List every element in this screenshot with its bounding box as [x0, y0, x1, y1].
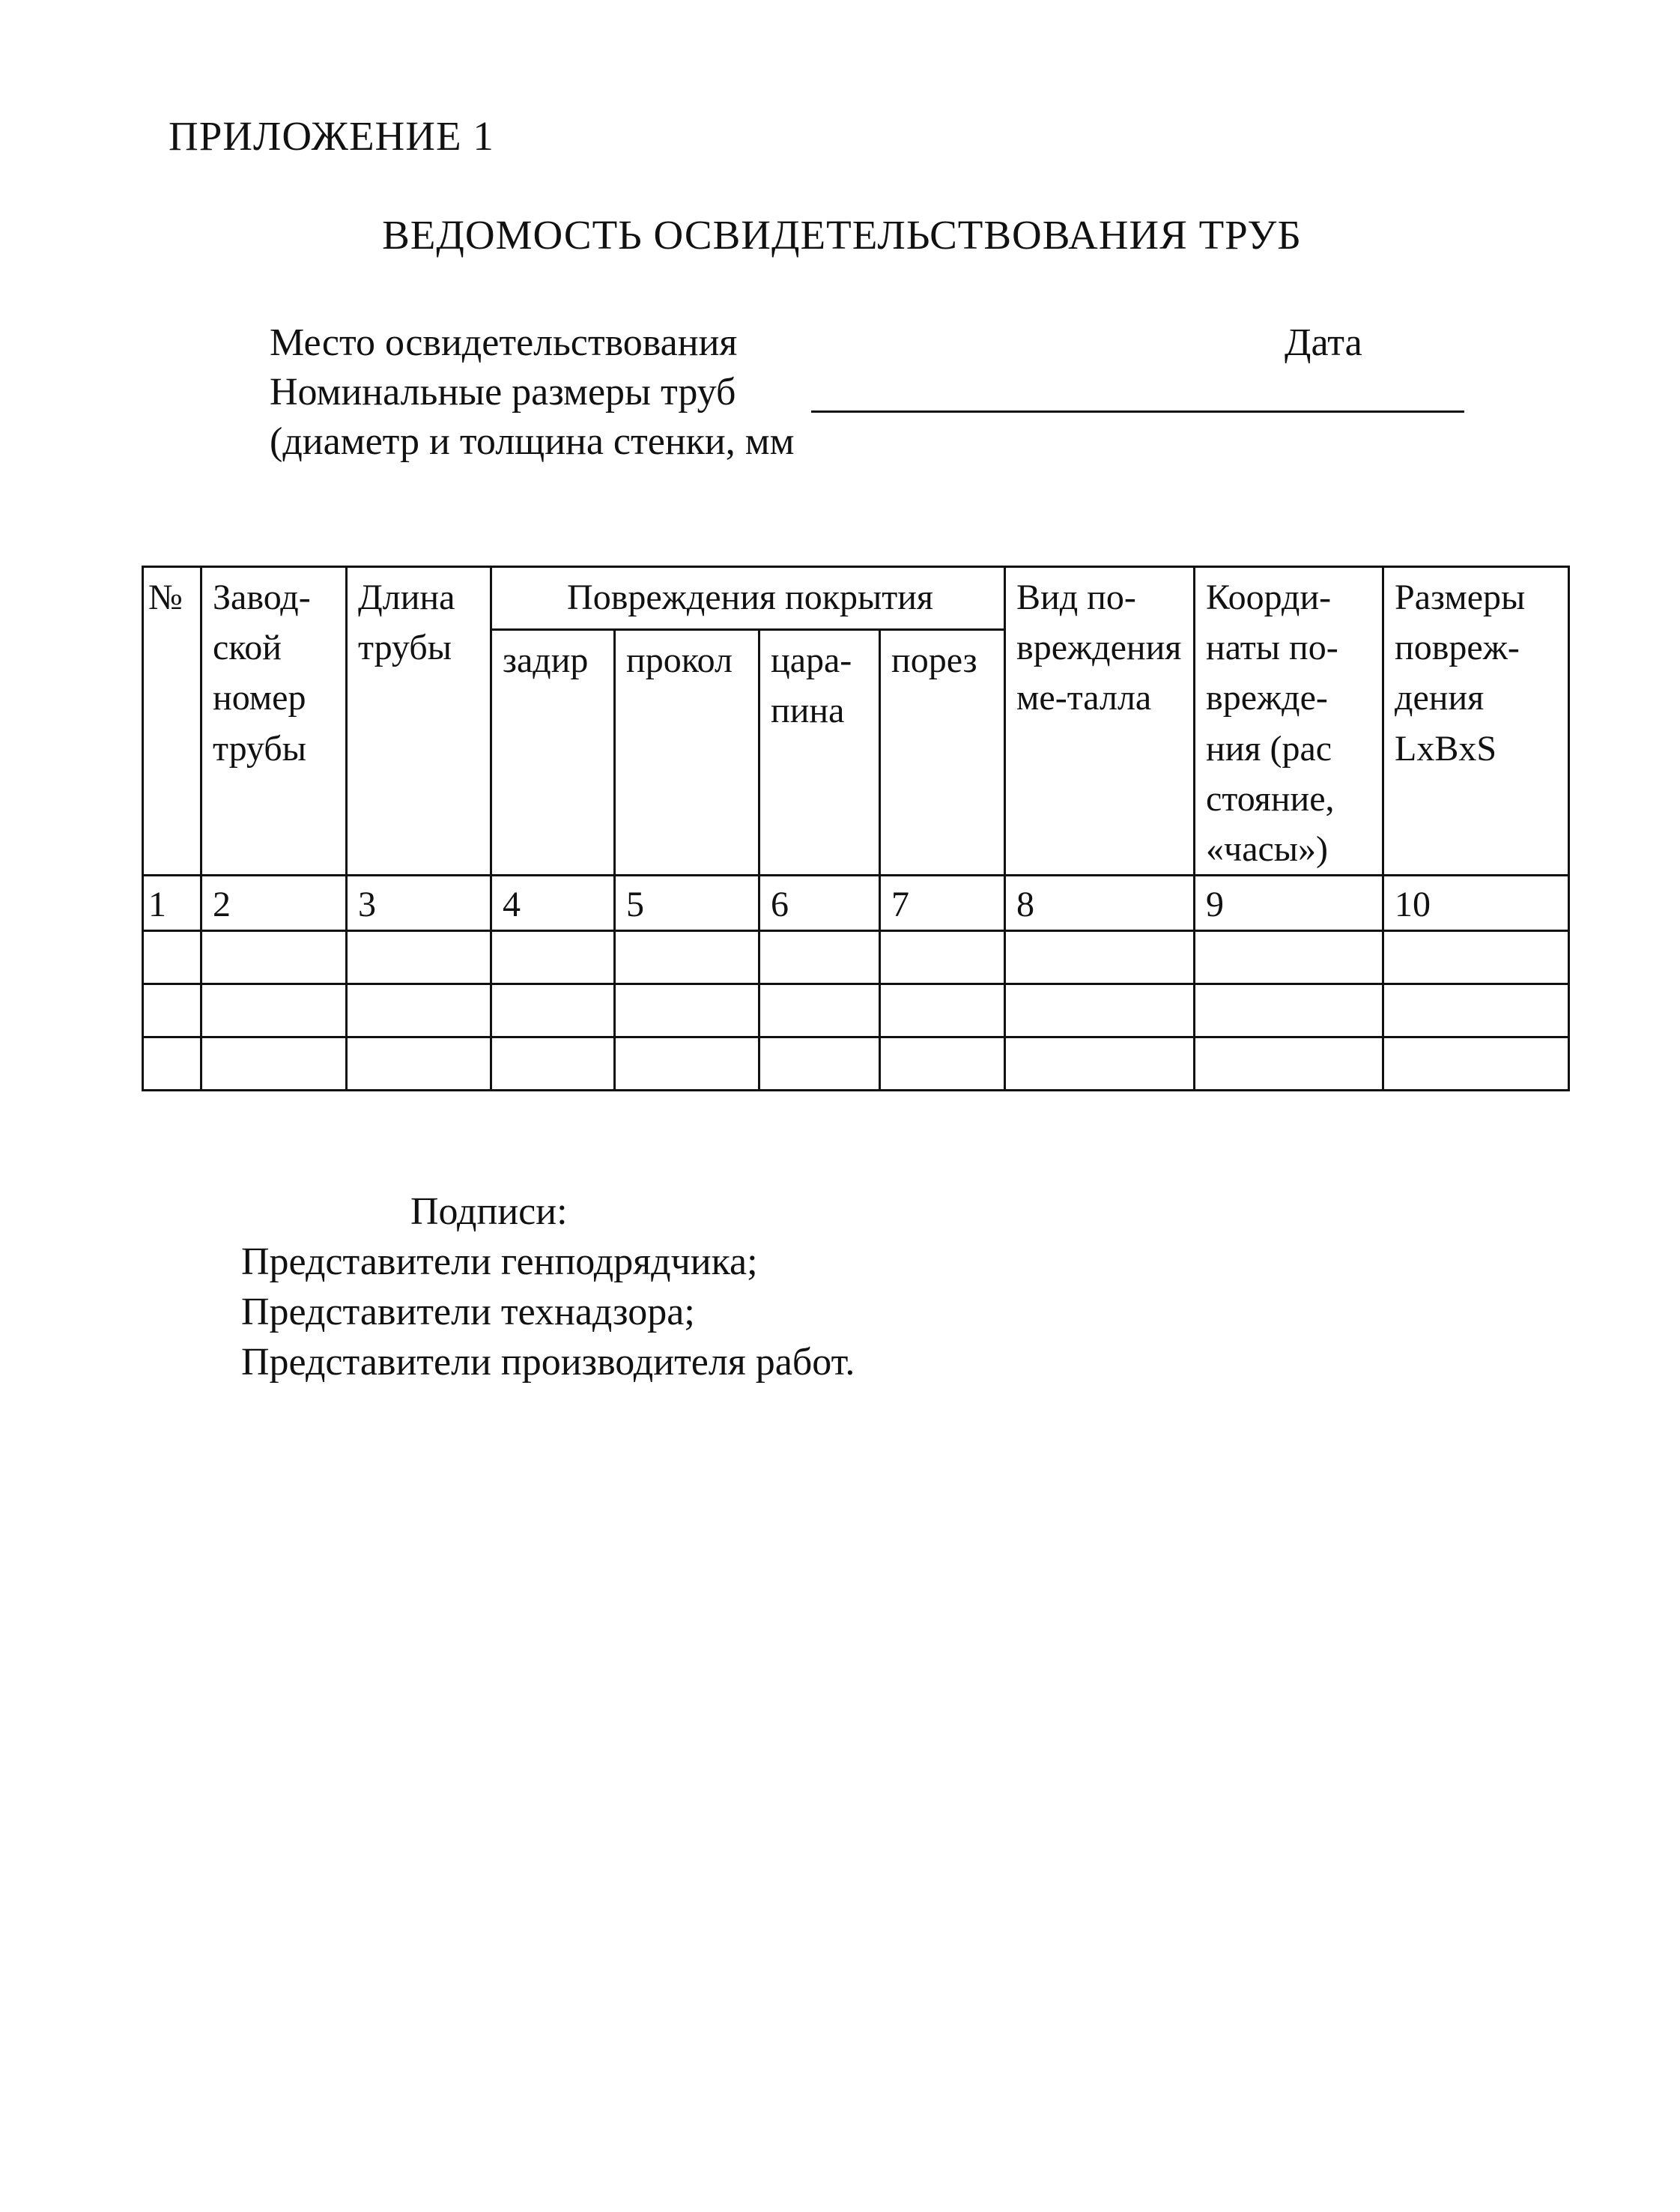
header-num: № — [143, 567, 201, 876]
column-number: 10 — [1383, 876, 1569, 931]
inspection-table — [142, 566, 1570, 1091]
appendix-label: ПРИЛОЖЕНИЕ 1 — [169, 113, 494, 159]
pipe-sizes-note: (диаметр и толщина стенки, мм — [270, 420, 795, 463]
empty-cell — [143, 931, 201, 984]
column-number: 4 — [491, 876, 615, 931]
header-coordinates: Коорди-наты по-врежде-ния (рас стояние, «часы») — [1195, 567, 1383, 876]
empty-cell — [880, 1037, 1005, 1091]
column-number: 2 — [201, 876, 347, 931]
empty-cell — [347, 1037, 491, 1091]
header-factory-number: Завод-ской номер трубы — [201, 567, 347, 876]
empty-cell — [491, 984, 615, 1037]
empty-cell — [1195, 984, 1383, 1037]
empty-cell — [1383, 984, 1569, 1037]
column-number: 7 — [880, 876, 1005, 931]
header-scuff: задир — [491, 629, 615, 875]
table-row — [143, 984, 1569, 1037]
empty-cell — [759, 984, 880, 1037]
column-number: 1 — [143, 876, 201, 931]
header-coating-damage: Повреждения покрытия — [491, 567, 1005, 630]
empty-cell — [143, 984, 201, 1037]
empty-cell — [1005, 984, 1195, 1037]
pipe-sizes-fill-line — [811, 410, 1464, 413]
header-scratch: цара-пина — [759, 629, 880, 875]
empty-cell — [759, 931, 880, 984]
empty-cell — [491, 1037, 615, 1091]
empty-cell — [1005, 931, 1195, 984]
pipe-sizes-label: Номинальные размеры труб — [270, 371, 736, 413]
table-row — [143, 1037, 1569, 1091]
signatures-heading: Подписи: — [410, 1190, 568, 1233]
empty-cell — [201, 1037, 347, 1091]
empty-cell — [201, 984, 347, 1037]
signature-line-technical-supervision: Представители технадзора; — [241, 1291, 695, 1333]
empty-cell — [1195, 1037, 1383, 1091]
empty-cell — [143, 1037, 201, 1091]
signature-line-works-contractor: Представители производителя работ. — [241, 1341, 855, 1384]
empty-cell — [615, 931, 759, 984]
empty-cell — [615, 1037, 759, 1091]
empty-cell — [880, 931, 1005, 984]
empty-cell — [1383, 1037, 1569, 1091]
empty-cell — [615, 984, 759, 1037]
header-dimensions: Размеры повреж-дения LxBxS — [1383, 567, 1569, 876]
column-number: 3 — [347, 876, 491, 931]
date-label: Дата — [1285, 321, 1362, 364]
header-length: Длина трубы — [347, 567, 491, 876]
empty-cell — [347, 931, 491, 984]
empty-cell — [1005, 1037, 1195, 1091]
header-metal-damage: Вид по-вреждения ме-талла — [1005, 567, 1195, 876]
column-number: 8 — [1005, 876, 1195, 931]
signature-line-general-contractor: Представители генподрядчика; — [241, 1240, 758, 1283]
header-cut: порез — [880, 629, 1005, 875]
empty-cell — [759, 1037, 880, 1091]
empty-cell — [491, 931, 615, 984]
empty-cell — [201, 931, 347, 984]
column-number: 6 — [759, 876, 880, 931]
document-title: ВЕДОМОСТЬ ОСВИДЕТЕЛЬСТВОВАНИЯ ТРУБ — [382, 212, 1302, 258]
empty-cell — [1195, 931, 1383, 984]
empty-cell — [347, 984, 491, 1037]
inspection-place-label: Место освидетельствования — [270, 321, 738, 364]
column-number: 9 — [1195, 876, 1383, 931]
table-row — [143, 931, 1569, 984]
empty-cell — [880, 984, 1005, 1037]
header-puncture: прокол — [615, 629, 759, 875]
column-number: 5 — [615, 876, 759, 931]
empty-cell — [1383, 931, 1569, 984]
